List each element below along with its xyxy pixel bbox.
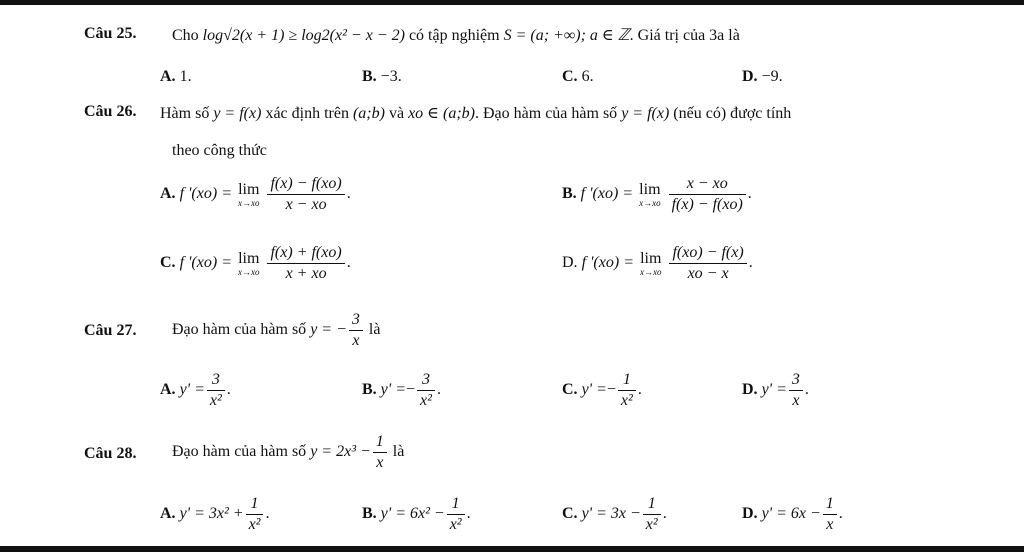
question-25-label: Câu 25. [84, 25, 137, 42]
question-27-label: Câu 27. [84, 322, 137, 339]
question-27-stem: Đạo hàm của hàm số y = − $\frac{3}{x}$ là [172, 311, 381, 349]
q25-option-c: C. 6. [562, 68, 594, 85]
q25-stem-pre: Cho [172, 27, 199, 44]
q28-option-a: A. y' = 3x² + $\frac{1}{\text{x²}}$ . [160, 495, 270, 533]
q27-option-c: C. y' =− $\frac{1}{\text{x²}}$ . [562, 371, 642, 409]
q25-option-b: B. −3. [362, 68, 402, 85]
q28-option-c: C. y' = 3x − $\frac{1}{\text{x²}}$ . [562, 495, 667, 533]
question-26-stem-line2: theo công thức [172, 142, 267, 159]
question-28-stem: Đạo hàm của hàm số y = 2x³ − $\frac{1}{x}$ là [172, 433, 405, 471]
question-25-stem [172, 25, 740, 45]
q26-option-c: C. f '(xo) = lim x→xo $\frac{f(x) + f(xo)}{x + xo}$ . [160, 244, 351, 282]
q25-stem-post: . Giá trị của 3a là [629, 27, 740, 44]
q25-inequality: log√2(x + 1) ≥ log2(x² − x − 2) [202, 27, 405, 44]
q26-option-b: B. f '(xo) = lim x→xo $\frac{x - xo}{f(x) - f(xo)}$ . [562, 175, 752, 213]
bottom-border [0, 546, 1024, 552]
q26-option-a: A. f '(xo) = lim x→xo $\frac{f(x) - f(xo)}{x - xo}$ . [160, 175, 351, 213]
q26-option-d: D. f '(xo) = lim x→xo $\frac{f(xo) - f(x)}{xo - x}$ . [562, 244, 753, 282]
q25-stem-mid: có tập nghiệm [408, 27, 500, 44]
q27-option-b: B. y' =− $\frac{3}{\text{x²}}$ . [362, 371, 441, 409]
q25-option-a: A. 1. [160, 68, 192, 85]
q27-option-a: A. y' = $\frac{3}{\text{x²}}$ . [160, 371, 231, 409]
top-border [0, 0, 1024, 5]
q28-option-d: D. y' = 6x − $\frac{1}{x}$ . [742, 495, 843, 533]
q25-solution-set: S = (a; +∞); a ∈ ℤ [503, 27, 630, 44]
question-28-label: Câu 28. [84, 445, 137, 462]
question-26-label: Câu 26. [84, 103, 137, 120]
q25-option-d: D. −9. [742, 68, 783, 85]
question-26-stem-line1: Hàm số y = f(x) xác định trên (a;b) và xo ∈ (a;b). Đạo hàm của hàm số y = f(x) (nếu có) được tính [160, 105, 792, 122]
q27-option-d: D. y' = $\frac{3}{x}$ . [742, 371, 809, 409]
q28-option-b: B. y' = 6x² − $\frac{1}{\text{x²}}$ . [362, 495, 471, 533]
